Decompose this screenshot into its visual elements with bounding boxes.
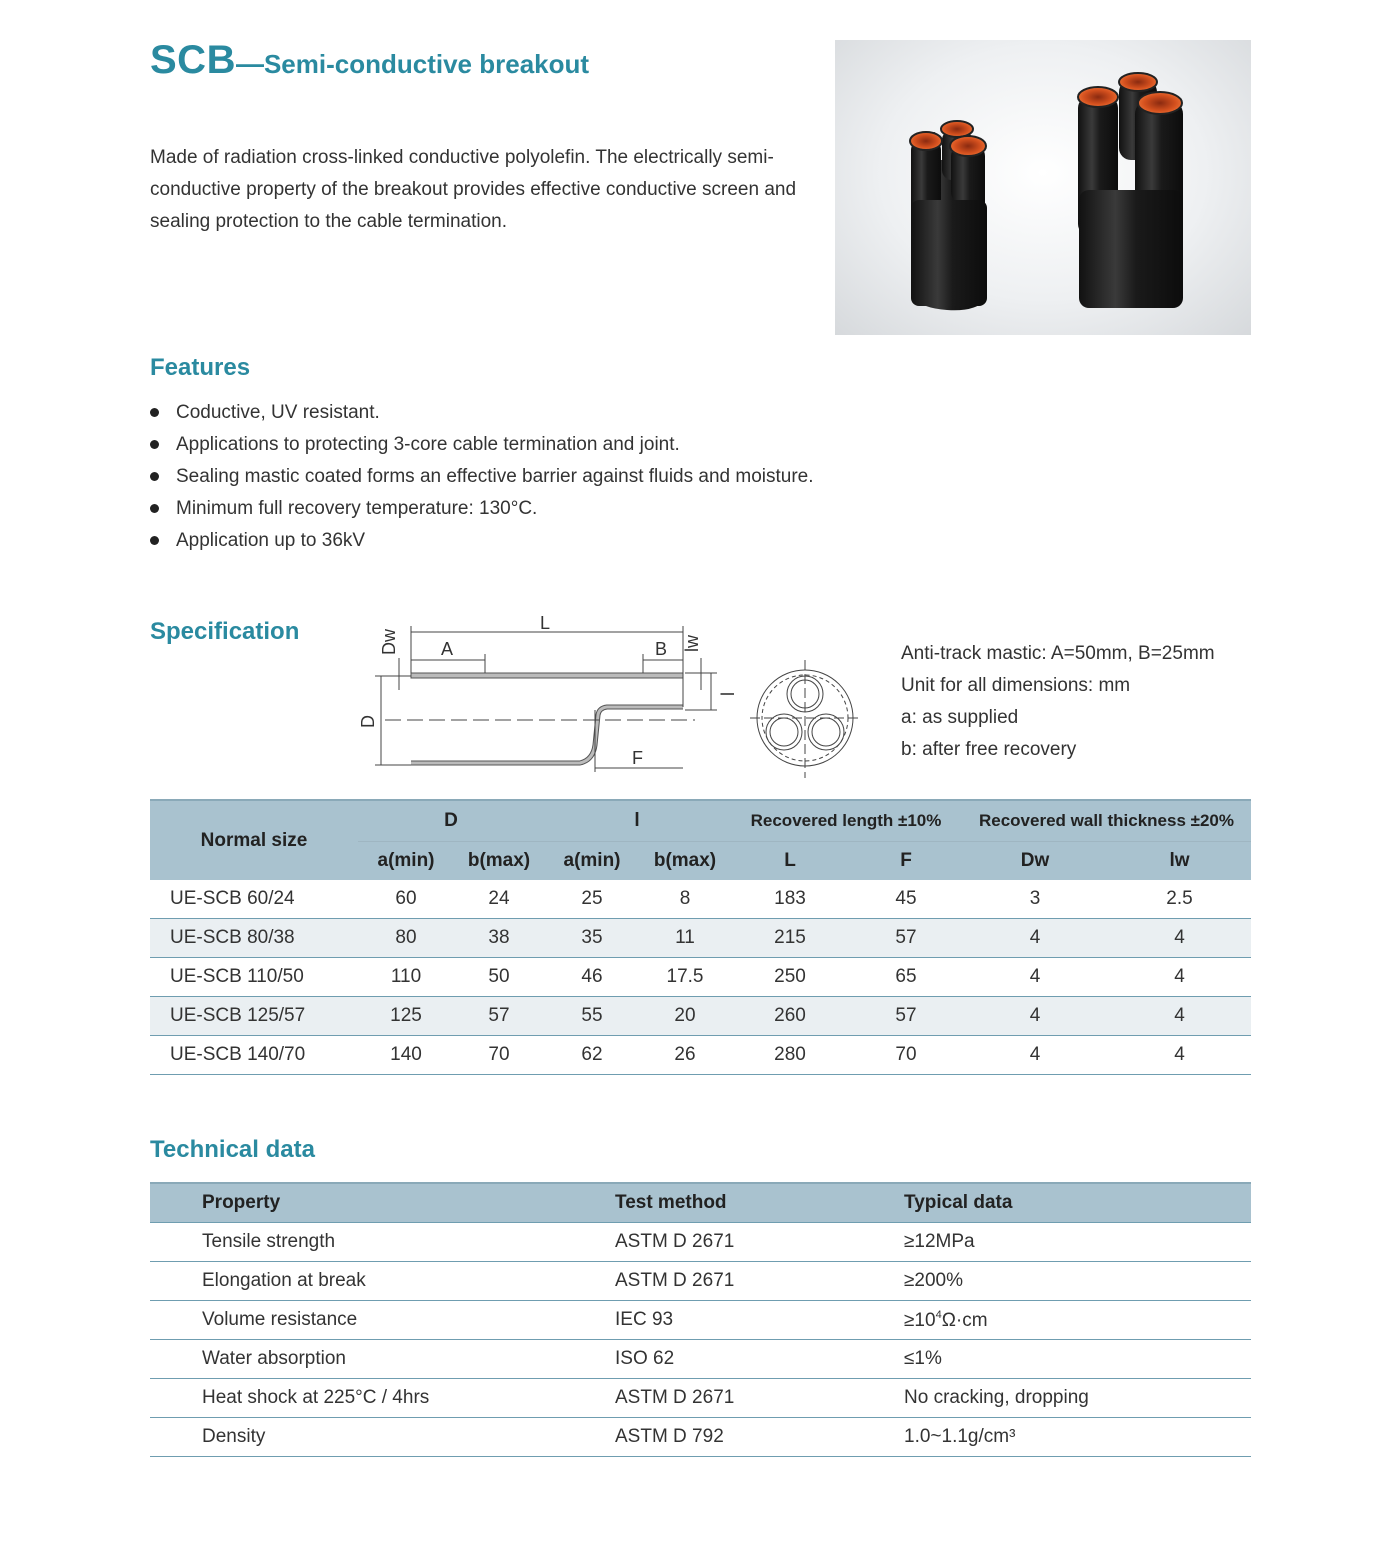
features-heading: Features xyxy=(150,354,251,381)
specification-notes xyxy=(901,638,1215,766)
breakout-illustration xyxy=(835,40,1251,335)
bullet-icon xyxy=(150,472,159,481)
subheader-cell: F xyxy=(850,842,962,881)
note-b: b: after free recovery xyxy=(901,739,1077,760)
table-row: Heat shock at 225°C / 4hrs ASTM D 2671 No cracking, dropping xyxy=(150,1379,1251,1418)
technical-data-heading: Technical data xyxy=(150,1136,315,1163)
title-dash: — xyxy=(235,48,264,79)
table-row: Volume resistance IEC 93 $\ge 10^4\Omega\cdot cm$ xyxy=(150,1301,1251,1340)
product-code: SCB xyxy=(150,38,236,82)
features-list xyxy=(150,398,814,558)
label-B: B xyxy=(655,639,668,659)
label-lw: lw xyxy=(682,635,702,652)
table-row: UE-SCB 140/70 140 70 62 26 280 70 4 4 xyxy=(150,1036,1251,1075)
subheader-cell: a(min) xyxy=(544,842,640,881)
subheader-cell: a(min) xyxy=(358,842,454,881)
header-group-recovered-length: Recovered length ±10% xyxy=(730,800,962,842)
column-header-test-method: Test method xyxy=(615,1183,904,1223)
column-header-property: Property xyxy=(150,1183,615,1223)
subheader-cell: Dw xyxy=(962,842,1108,881)
intro-paragraph: Made of radiation cross-linked conductive polyolefin. The electrically semi-conductive property of the breakout provides effective conductive screen and sealing protection to the cable termination. xyxy=(150,147,797,232)
label-Dw: Dw xyxy=(379,629,399,655)
product-photo xyxy=(835,40,1251,335)
specification-table xyxy=(150,799,1251,1075)
table-row: UE-SCB 60/24 60 24 25 8 183 45 3 2.5 xyxy=(150,880,1251,919)
large-breakout xyxy=(1078,73,1183,308)
table-row: Tensile strength ASTM D 2671 ≥12MPa xyxy=(150,1223,1251,1262)
header-group-wall-thickness: Recovered wall thickness ±20% xyxy=(962,800,1251,842)
table-row: Density ASTM D 792 1.0~1.1g/cm³ xyxy=(150,1418,1251,1457)
list-item: Application up to 36kV xyxy=(150,526,814,558)
page-title xyxy=(150,38,589,83)
table-row: UE-SCB 80/38 80 38 35 11 215 57 4 4 xyxy=(150,919,1251,958)
specification-heading: Specification xyxy=(150,618,300,645)
list-item: Sealing mastic coated forms an effective barrier against fluids and moisture. xyxy=(150,462,814,494)
subheader-cell: lw xyxy=(1108,842,1251,881)
label-D: D xyxy=(358,715,378,728)
table-row: Elongation at break ASTM D 2671 ≥200% xyxy=(150,1262,1251,1301)
column-header-typical-data: Typical data xyxy=(904,1183,1251,1223)
small-breakout xyxy=(910,121,987,310)
label-A: A xyxy=(441,639,454,659)
note-anti-track: Anti-track mastic: A=50mm, B=25mm xyxy=(901,643,1215,664)
note-a: a: as supplied xyxy=(901,707,1019,728)
subheader-cell: L xyxy=(730,842,850,881)
volume-resistance-value: $\ge 10^4\Omega\cdot cm$ xyxy=(904,1301,1251,1340)
list-item: Applications to protecting 3-core cable termination and joint. xyxy=(150,430,814,462)
label-L: L xyxy=(540,613,551,633)
dimension-diagram xyxy=(355,610,875,785)
header-normal-size: Normal size xyxy=(150,800,358,880)
table-row: Water absorption ISO 62 ≤1% xyxy=(150,1340,1251,1379)
list-item: Coductive, UV resistant. xyxy=(150,398,814,430)
bullet-icon xyxy=(150,440,159,449)
bullet-icon xyxy=(150,408,159,417)
product-subtitle: Semi-conductive breakout xyxy=(263,49,590,79)
label-F: F xyxy=(632,748,643,768)
subheader-cell: b(max) xyxy=(640,842,730,881)
bullet-icon xyxy=(150,536,159,545)
table-row: UE-SCB 125/57 125 57 55 20 260 57 4 4 xyxy=(150,997,1251,1036)
header-group-D: D xyxy=(358,800,544,842)
header-group-l: l xyxy=(544,800,730,842)
subheader-cell: b(max) xyxy=(454,842,544,881)
table-row: UE-SCB 110/50 110 50 46 17.5 250 65 4 4 xyxy=(150,958,1251,997)
technical-data-table xyxy=(150,1182,1251,1457)
note-units: Unit for all dimensions: mm xyxy=(901,675,1131,696)
table-header-row xyxy=(150,1183,1251,1223)
label-l: l xyxy=(718,692,738,696)
bullet-icon xyxy=(150,504,159,513)
list-item: Minimum full recovery temperature: 130°C. xyxy=(150,494,814,526)
